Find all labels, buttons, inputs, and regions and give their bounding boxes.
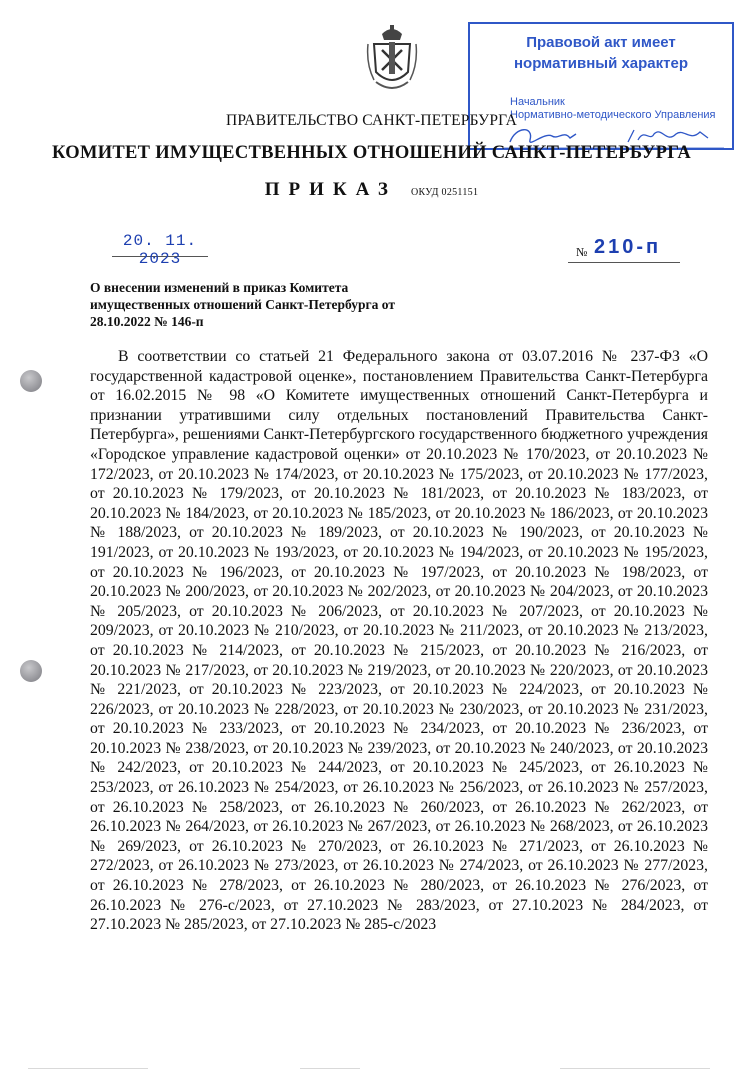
okud-code: ОКУД 0251151 bbox=[410, 187, 479, 198]
order-subject: О внесении изменений в приказ Комитета имущественных отношений Санкт-Петербурга от 28.10.2022 № 146-п bbox=[90, 280, 395, 329]
stamp-line-2: нормативный характер bbox=[513, 55, 689, 72]
stamp-line-3: Начальник bbox=[510, 96, 565, 108]
order-heading bbox=[0, 179, 743, 201]
coat-of-arms-emblem bbox=[366, 24, 418, 94]
committee-name: КОМИТЕТ ИМУЩЕСТВЕННЫХ ОТНОШЕНИЙ САНКТ-ПЕТЕРБУРГА bbox=[52, 143, 691, 163]
punch-hole-top bbox=[20, 370, 42, 392]
stamp-line-4: Нормативно-методического Управления bbox=[510, 109, 716, 121]
government-name: ПРАВИТЕЛЬСТВО САНКТ-ПЕТЕРБУРГА bbox=[225, 112, 518, 129]
order-number-field bbox=[568, 236, 680, 263]
order-title: ПРИКАЗ bbox=[264, 179, 397, 200]
order-number: 210-п bbox=[594, 236, 662, 258]
footer-mark-center bbox=[300, 1068, 360, 1069]
footer-mark-right bbox=[560, 1068, 710, 1069]
stamp-line-1: Правовой акт имеет bbox=[526, 34, 676, 51]
normative-act-stamp bbox=[468, 22, 734, 150]
footer-mark-left bbox=[28, 1068, 148, 1069]
punch-hole-bottom bbox=[20, 660, 42, 682]
order-date: 20. 11. 2023 bbox=[112, 232, 208, 257]
order-body-text: В соответствии со статьей 21 Федерального закона от 03.07.2016 № 237-ФЗ «О государственной кадастровой оценке», постановлением Правительства Санкт-Петербурга от 16.02.2015 № 98 «О Комитете имущественных отношений Санкт-Петербурга и признании утратившими силу отдельных постановлений Правительства Санкт-Петербурга», решениями Санкт-Петербургского государственного бюджетного учреждения «Городское управление кадастровой оценки» от 20.10.2023 № 170/2023, от 20.10.2023 № 172/2023, от 20.10.2023 № 174/2023, от 20.10.2023 № 175/2023, от 20.10.2023 № 177/2023, от 20.10.2023 № 179/2023, от 20.10.2023 № 181/2023, от 20.10.2023 № 183/2023, от 20.10.2023 № 184/2023, от 20.10.2023 № 185/2023, от 20.10.2023 № 186/2023, от 20.10.2023 № 188/2023, от 20.10.2023 № 189/2023, от 20.10.2023 № 190/2023, от 20.10.2023 № 191/2023, от 20.10.2023 № 193/2023, от 20.10.2023 № 194/2023, от 20.10.2023 № 195/2023, от 20.10.2023 № 196/2023, от 20.10.2023 № 197/2023, от 20.10.2023 № 198/2023, от 20.10.2023 № 200/2023, от 20.10.2023 № 202/2023, от 20.10.2023 № 204/2023, от 20.10.2023 № 205/2023, от 20.10.2023 № 206/2023, от 20.10.2023 № 207/2023, от 20.10.2023 № 209/2023, от 20.10.2023 № 210/2023, от 20.10.2023 № 211/2023, от 20.10.2023 № 213/2023, от 20.10.2023 № 214/2023, от 20.10.2023 № 215/2023, от 20.10.2023 № 216/2023, от 20.10.2023 № 217/2023, от 20.10.2023 № 219/2023, от 20.10.2023 № 220/2023, от 20.10.2023 № 221/2023, от 20.10.2023 № 223/2023, от 20.10.2023 № 224/2023, от 20.10.2023 № 226/2023, от 20.10.2023 № 228/2023, от 20.10.2023 № 230/2023, от 20.10.2023 № 231/2023, от 20.10.2023 № 233/2023, от 20.10.2023 № 234/2023, от 20.10.2023 № 236/2023, от 20.10.2023 № 238/2023, от 20.10.2023 № 239/2023, от 20.10.2023 № 240/2023, от 20.10.2023 № 242/2023, от 20.10.2023 № 244/2023, от 20.10.2023 № 245/2023, от 26.10.2023 № 253/2023, от 26.10.2023 № 254/2023, от 26.10.2023 № 256/2023, от 26.10.2023 № 257/2023, от 26.10.2023 № 258/2023, от 26.10.2023 № 260/2023, от 26.10.2023 № 262/2023, от 26.10.2023 № 264/2023, от 26.10.2023 № 267/2023, от 26.10.2023 № 268/2023, от 26.10.2023 № 269/2023, от 26.10.2023 № 270/2023, от 26.10.2023 № 271/2023, от 26.10.2023 № 272/2023, от 26.10.2023 № 273/2023, от 26.10.2023 № 274/2023, от 26.10.2023 № 277/2023, от 26.10.2023 № 278/2023, от 26.10.2023 № 280/2023, от 26.10.2023 № 276/2023, от 26.10.2023 № 276-с/2023, от 27.10.2023 № 283/2023, от 27.10.2023 № 284/2023, от 27.10.2023 № 285/2023, от 27.10.2023 № 285-с/2023 bbox=[90, 348, 708, 934]
number-sign: № bbox=[576, 245, 588, 259]
